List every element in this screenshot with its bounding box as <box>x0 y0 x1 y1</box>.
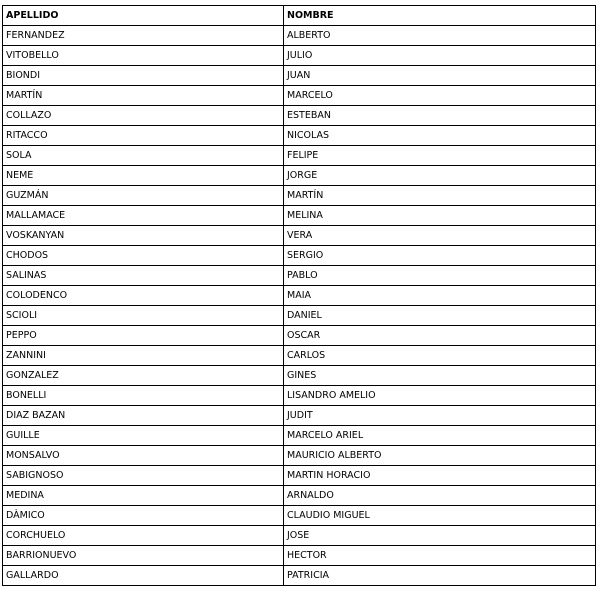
table-row <box>3 86 596 106</box>
cell-apellido: VITOBELLO <box>3 46 284 66</box>
table-row <box>3 146 596 166</box>
cell-nombre: PABLO <box>284 266 596 286</box>
table-row <box>3 566 596 586</box>
cell-nombre: JOSE <box>284 526 596 546</box>
table-row <box>3 526 596 546</box>
cell-nombre: GINES <box>284 366 596 386</box>
cell-apellido: GONZALEZ <box>3 366 284 386</box>
cell-apellido: MEDINA <box>3 486 284 506</box>
cell-apellido: BARRIONUEVO <box>3 546 284 566</box>
table-row <box>3 166 596 186</box>
cell-apellido: GUILLE <box>3 426 284 446</box>
cell-apellido: DÀMICO <box>3 506 284 526</box>
cell-apellido: PEPPO <box>3 326 284 346</box>
cell-apellido: GALLARDO <box>3 566 284 586</box>
table-row <box>3 386 596 406</box>
cell-nombre: JUAN <box>284 66 596 86</box>
table-row <box>3 206 596 226</box>
cell-apellido: SOLA <box>3 146 284 166</box>
cell-nombre: JULIO <box>284 46 596 66</box>
cell-apellido: RITACCO <box>3 126 284 146</box>
cell-apellido: MALLAMACE <box>3 206 284 226</box>
table-row <box>3 406 596 426</box>
names-table <box>2 5 596 586</box>
cell-nombre: PATRICIA <box>284 566 596 586</box>
cell-apellido: NEME <box>3 166 284 186</box>
table-body <box>3 26 596 586</box>
column-header-nombre: NOMBRE <box>284 6 596 26</box>
cell-apellido: CORCHUELO <box>3 526 284 546</box>
cell-nombre: OSCAR <box>284 326 596 346</box>
column-header-apellido: APELLIDO <box>3 6 284 26</box>
cell-nombre: MAIA <box>284 286 596 306</box>
cell-apellido: MARTÍN <box>3 86 284 106</box>
table-row <box>3 106 596 126</box>
cell-nombre: MARTÍN <box>284 186 596 206</box>
cell-nombre: MELINA <box>284 206 596 226</box>
table-row <box>3 306 596 326</box>
cell-nombre: CARLOS <box>284 346 596 366</box>
cell-nombre: ARNALDO <box>284 486 596 506</box>
cell-nombre: LISANDRO AMELIO <box>284 386 596 406</box>
table-row <box>3 466 596 486</box>
cell-nombre: DANIEL <box>284 306 596 326</box>
cell-nombre: MARCELO <box>284 86 596 106</box>
table-row <box>3 426 596 446</box>
cell-nombre: FELIPE <box>284 146 596 166</box>
cell-nombre: MAURICIO ALBERTO <box>284 446 596 466</box>
table-row <box>3 246 596 266</box>
cell-apellido: SALINAS <box>3 266 284 286</box>
table-row <box>3 546 596 566</box>
table-row <box>3 446 596 466</box>
cell-apellido: ZANNINI <box>3 346 284 366</box>
cell-nombre: HECTOR <box>284 546 596 566</box>
cell-nombre: ESTEBAN <box>284 106 596 126</box>
table-row <box>3 26 596 46</box>
cell-nombre: MARTIN HORACIO <box>284 466 596 486</box>
cell-apellido: BONELLI <box>3 386 284 406</box>
cell-nombre: VERA <box>284 226 596 246</box>
table-row <box>3 226 596 246</box>
cell-nombre: MARCELO ARIEL <box>284 426 596 446</box>
cell-apellido: COLLAZO <box>3 106 284 126</box>
table-row <box>3 506 596 526</box>
cell-nombre: JUDIT <box>284 406 596 426</box>
cell-nombre: JORGE <box>284 166 596 186</box>
cell-nombre: SERGIO <box>284 246 596 266</box>
table-row <box>3 486 596 506</box>
cell-apellido: GUZMÁN <box>3 186 284 206</box>
table-row <box>3 266 596 286</box>
cell-apellido: DIAZ BAZAN <box>3 406 284 426</box>
table-row <box>3 326 596 346</box>
cell-apellido: BIONDI <box>3 66 284 86</box>
table-row <box>3 186 596 206</box>
table-row <box>3 286 596 306</box>
table-row <box>3 66 596 86</box>
cell-nombre: ALBERTO <box>284 26 596 46</box>
table-row <box>3 346 596 366</box>
cell-apellido: COLODENCO <box>3 286 284 306</box>
names-sheet <box>2 5 595 586</box>
cell-apellido: VOSKANYAN <box>3 226 284 246</box>
cell-nombre: CLAUDIO MIGUEL <box>284 506 596 526</box>
header-row <box>3 6 596 26</box>
cell-apellido: SABIGNOSO <box>3 466 284 486</box>
table-row <box>3 126 596 146</box>
cell-apellido: FERNANDEZ <box>3 26 284 46</box>
cell-nombre: NICOLAS <box>284 126 596 146</box>
table-row <box>3 46 596 66</box>
table-row <box>3 366 596 386</box>
cell-apellido: CHODOS <box>3 246 284 266</box>
cell-apellido: SCIOLI <box>3 306 284 326</box>
cell-apellido: MONSALVO <box>3 446 284 466</box>
